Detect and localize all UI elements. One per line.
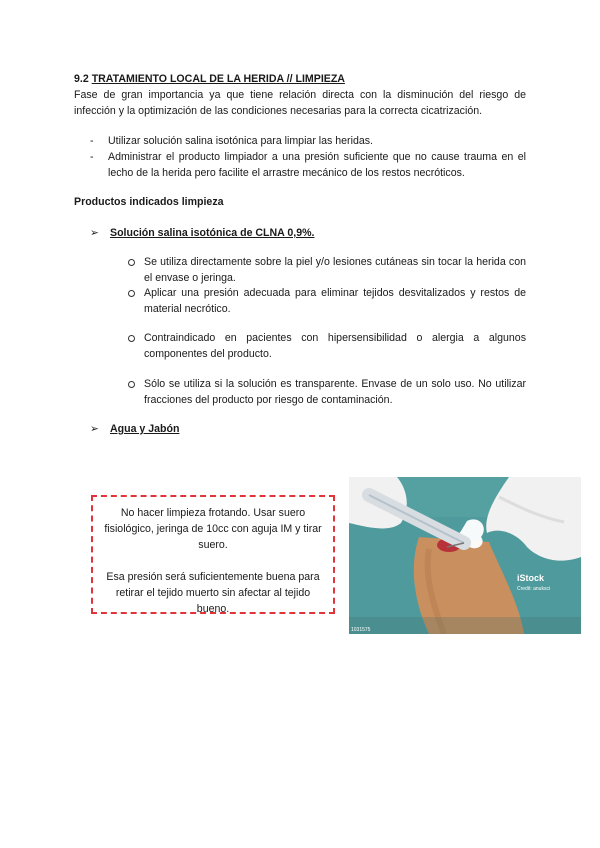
list-item: - Administrar el producto limpiador a una presión suficiente que no cause trauma en el lecho de la herida pero facilite el arrastre mecánico de los restos necróticos. <box>90 149 526 181</box>
photo-illustration <box>349 477 581 634</box>
section-number: 9.2 <box>74 73 89 85</box>
list-item: - Utilizar solución salina isotónica para limpiar las heridas. <box>90 133 526 149</box>
soap-heading <box>90 421 179 437</box>
section-heading <box>74 71 345 87</box>
wound-cleaning-photo <box>349 477 581 634</box>
note-box <box>91 495 335 614</box>
saline-point-text: Se utiliza directamente sobre la piel y/o lesiones cutáneas sin tocar la herida con el envase o jeringa. <box>144 256 526 284</box>
circle-bullet-icon <box>128 381 135 388</box>
arrow-bullet-icon: ➢ <box>90 423 99 435</box>
soap-label: Agua y Jabón <box>110 423 180 435</box>
list-item <box>128 376 526 408</box>
circle-bullet-icon <box>128 259 135 266</box>
saline-point-text: Sólo se utiliza si la solución es transparente. Envase de un solo uso. No utilizar fracciones del producto por riesgo de contaminación. <box>144 378 526 406</box>
dash-list <box>90 133 526 181</box>
photo-watermark: iStock <box>517 573 545 583</box>
saline-point-text: Aplicar una presión adecuada para eliminar tejidos desvitalizados y restos de material necrótico. <box>144 287 526 315</box>
products-heading: Productos indicados limpieza <box>74 196 224 208</box>
saline-label: Solución salina isotónica de CLNA 0,9%. <box>110 227 315 239</box>
list-item <box>128 254 526 286</box>
saline-heading <box>90 225 314 241</box>
circle-bullet-icon <box>128 335 135 342</box>
note-text: No hacer limpieza frotando. Usar suero fisiológico, jeringa de 10cc con aguja IM y tirar suero. <box>104 507 322 551</box>
photo-credit: Credit: anuksci <box>517 586 551 592</box>
photo-id: 1031575 <box>351 627 371 633</box>
intro-paragraph: Fase de gran importancia ya que tiene relación directa con la disminución del riesgo de infección y la optimización de las condiciones necesarias para la correcta cicatrización. <box>74 89 526 117</box>
arrow-bullet-icon: ➢ <box>90 227 99 239</box>
list-item <box>128 285 526 317</box>
note-text: Esa presión será suficientemente buena para retirar el tejido muerto sin afectar al tejido bueno. <box>106 571 320 615</box>
list-item <box>128 330 526 362</box>
section-title: TRATAMIENTO LOCAL DE LA HERIDA // LIMPIEZA <box>91 73 345 85</box>
circle-bullet-icon <box>128 290 135 297</box>
saline-point-text: Contraindicado en pacientes con hipersensibilidad o alergia a algunos componentes del producto. <box>144 332 526 360</box>
